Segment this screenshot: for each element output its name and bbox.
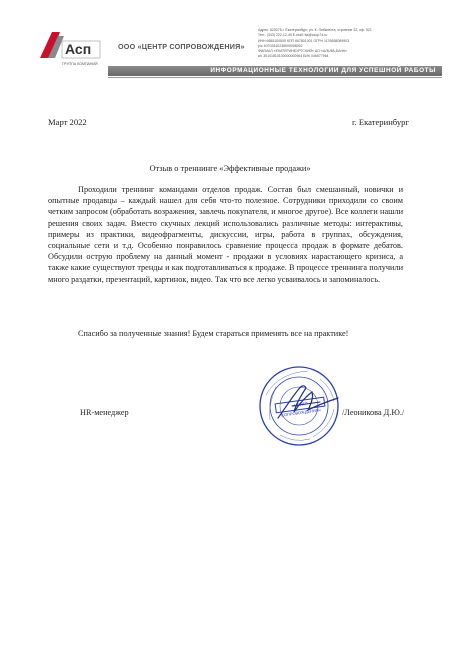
contact-bank: ФИЛИАЛ «ЕКАТЕРИНБУРГСКИЙ» АО «АЛЬФА-БАНК» — [258, 49, 347, 54]
company-name: ООО «ЦЕНТР СОПРОВОЖДЕНИЯ» — [118, 42, 245, 51]
slogan-banner: ИНФОРМАЦИОННЫЕ ТЕХНОЛОГИИ ДЛЯ УСПЕШНОЙ РАБОТЫ — [108, 66, 442, 76]
logo-subtext: ГРУППА КОМПАНИЙ — [62, 62, 98, 66]
logo-text: Асп — [65, 41, 92, 57]
contact-account: р/с 40702810238000008092 — [258, 43, 303, 48]
signatory-name: /Леоникова Д.Ю./ — [342, 408, 405, 417]
body-paragraph: Проходили треннинг командами отделов продаж. Состав был смешанный, новички и опытные продавцы – каждый нашел для себя что-то полезное. Сотрудники приходили со своим четким запросом (обработать возражения, завлечь покупателя, и многое другое). Все коллеги нашли решения своих задач. Вместо скучных лекций использовались различные методы: интерактивы, примеры из практики, видеофрагменты, дискуссии, игры, работа в группах, обсуждения, социальные сети и т.д. Особенно понравилось сравнение процесса продаж в формате дебатов. Обсудили острую проблему на данный момент - продажи в условиях нарастающего кризиса, а также какие существуют тренды и как подготавливаться к продаже. В процессе треннинга получили много раздатки, презентаций, картинок, видео. Так что все легко усваивалось и запоминалось. — [48, 185, 403, 284]
contact-bik: к/с 30101810100000000964 БИК 046577964 — [258, 54, 329, 59]
signatory-role: HR-менеджер — [80, 408, 129, 417]
letter-date: Март 2022 — [48, 117, 87, 127]
letter-title: Отзыв о треннинге «Эффективные продажи» — [149, 164, 311, 173]
thanks-line: Спасибо за полученные знания! Будем стараться применять все на практике! — [78, 329, 349, 338]
company-logo — [38, 28, 102, 68]
contact-inn: ИНН 6685100505 КПП 667801001 ОГРН 1176658089903 — [258, 38, 350, 43]
handwritten-signature — [268, 380, 350, 424]
stamp-label: «ЦЕНТР СОПРОВОЖДЕНИЯ» — [275, 397, 326, 414]
letter-city: г. Екатеринбург — [352, 117, 409, 127]
contact-address: Адрес: 620075 г. Екатеринбург, ул. К. Либкнехта, строение 22, оф. 521 — [258, 28, 372, 32]
letter-body — [48, 184, 403, 285]
header-divider — [108, 77, 442, 78]
contact-phone-email: Тел.: (343) 222-12-49 E-mail: ita@csop74.ru — [258, 33, 328, 38]
company-contacts — [258, 28, 438, 60]
